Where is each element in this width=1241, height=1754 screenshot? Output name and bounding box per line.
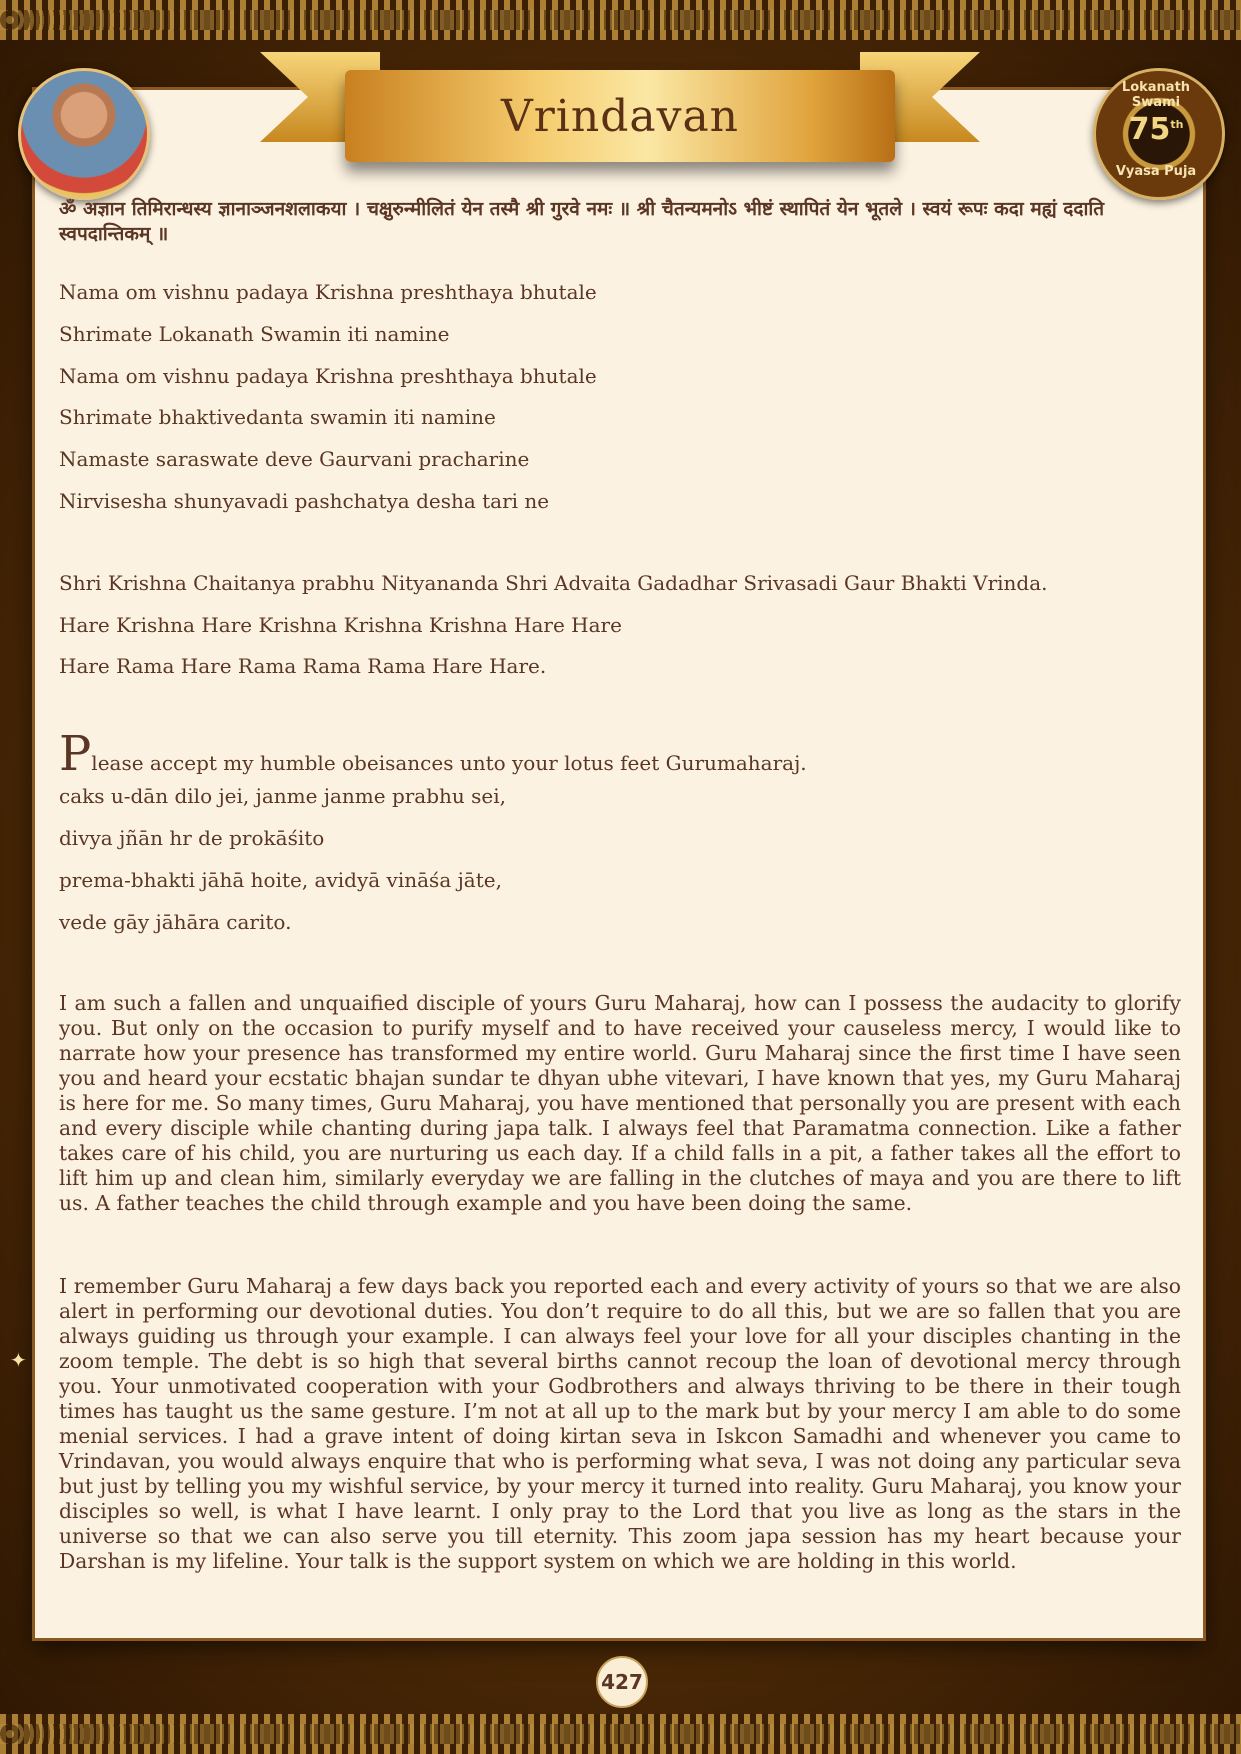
page-title: Vrindavan [500, 90, 740, 142]
bottom-ornamental-border [0, 1714, 1241, 1754]
mantra-line: Shrimate bhaktivedanta swamin iti namine [59, 405, 496, 430]
verse-line: prema-bhakti jāhā hoite, avidyā vināśa jāte, [59, 867, 502, 892]
top-ornamental-border [0, 0, 1241, 40]
body-paragraph: I remember Guru Maharaj a few days back you reported each and every activity of yours so that we are also alert in performing our devotional duties. You don’t require to do all this, but we are so fallen that you are always guiding us through your example. I can always feel your love for all your disciples chanting in the zoom temple. The debt is so high that several births cannot recoup the loan of devotional mercy through you. Your unmotivated cooperation with your Godbrothers and always thriving to be there in their tough times has taught us the same gesture. I’m not at all up to the mark but by your mercy I am able to do some menial services. I had a grave intent of doing kirtan seva in Iskcon Samadhi and whenever you came to Vrindavan, you would always enquire that who is performing what seva, I was not doing any particular seva but just by telling you my wishful service, by your mercy it turned into reality. Guru Maharaj, you know your disciples so well, is what I have learnt. I only pray to the Lord that you live as long as the stars in the universe so that we can also serve you till eternity. This zoom japa session has my heart because your Darshan is my lifeline. Your talk is the support system on which we are holding in this world. [59, 1274, 1181, 1574]
mantra-line: Namaste saraswate deve Gaurvani pracharine [59, 447, 530, 472]
page-number: 427 [596, 1656, 648, 1708]
sanskrit-prayer: ॐ अज्ञान तिमिरान्धस्य ज्ञानाञ्जनशलाकया । चक्षुरुन्मीलितं येन तस्मै श्री गुरवे नमः ॥ श्री चैतन्यमनोऽ भीष्टं स्थापितं येन भूतले । स्वयं रूपः कदा मह्यं ददाति स्वपदान्तिकम् ॥ [59, 198, 1105, 245]
avatar [18, 68, 150, 200]
drop-cap: P [59, 726, 92, 783]
pranam-mantra [59, 280, 1181, 531]
mantra-line: Shri Krishna Chaitanya prabhu Nityananda Shri Advaita Gadadhar Srivasadi Gaur Bhakti Vrinda. [59, 570, 1048, 595]
verse-line: divya jñān hr de prokāśito [59, 825, 325, 850]
body-paragraph: I am such a fallen and unquaified disciple of yours Guru Maharaj, how can I possess the audacity to glorify you. But only on the occasion to purify myself and to have received your causeless mercy, I would like to narrate how your presence has transformed my entire world. Guru Maharaj since the first time I have seen you and heard your ecstatic bhajan sundar te dhyan ubhe vitevari, I have known that yes, my Guru Maharaj is here for me. So many times, Guru Maharaj, you have mentioned that personally you are present with each and every disciple while chanting during japa talk. I always feel that Paramatma connection. Like a father takes care of his child, you are nurturing us each day. If a child falls in a pit, a father takes all the effort to lift him up and clean him, similarly everyday we are falling in the clutches of maya and you are there to lift us. A father teaches the child through example and you have been doing the same. [59, 991, 1181, 1216]
verse-line: vede gāy jāhāra carito. [59, 909, 292, 934]
seal-number: 75th [1128, 112, 1184, 147]
verse [59, 784, 1181, 951]
greeting-line: Please accept my humble obeisances unto your lotus feet Gurumaharaj. [59, 726, 807, 783]
panca-tattva-mantra [59, 571, 1181, 696]
page-content [59, 197, 1181, 1574]
seal-top-text: Lokanath Swami [1121, 80, 1191, 110]
title-banner [345, 70, 895, 162]
sparkle-icon: ✦ [10, 1348, 27, 1372]
mantra-line: Hare Krishna Hare Krishna Krishna Krishna Hare Hare [59, 612, 622, 637]
mantra-line: Nirvisesha shunyavadi pashchatya desha tari ne [59, 488, 550, 513]
mantra-line: Hare Rama Hare Rama Rama Rama Hare Hare. [59, 654, 547, 679]
verse-line: caks u-dān dilo jei, janme janme prabhu sei, [59, 784, 507, 809]
mantra-line: Nama om vishnu padaya Krishna preshthaya bhutale [59, 363, 597, 388]
seal-bottom-text: Vyasa Puja [1115, 164, 1197, 179]
mantra-line: Shrimate Lokanath Swamin iti namine [59, 321, 450, 346]
mantra-line: Nama om vishnu padaya Krishna preshthaya bhutale [59, 280, 597, 304]
